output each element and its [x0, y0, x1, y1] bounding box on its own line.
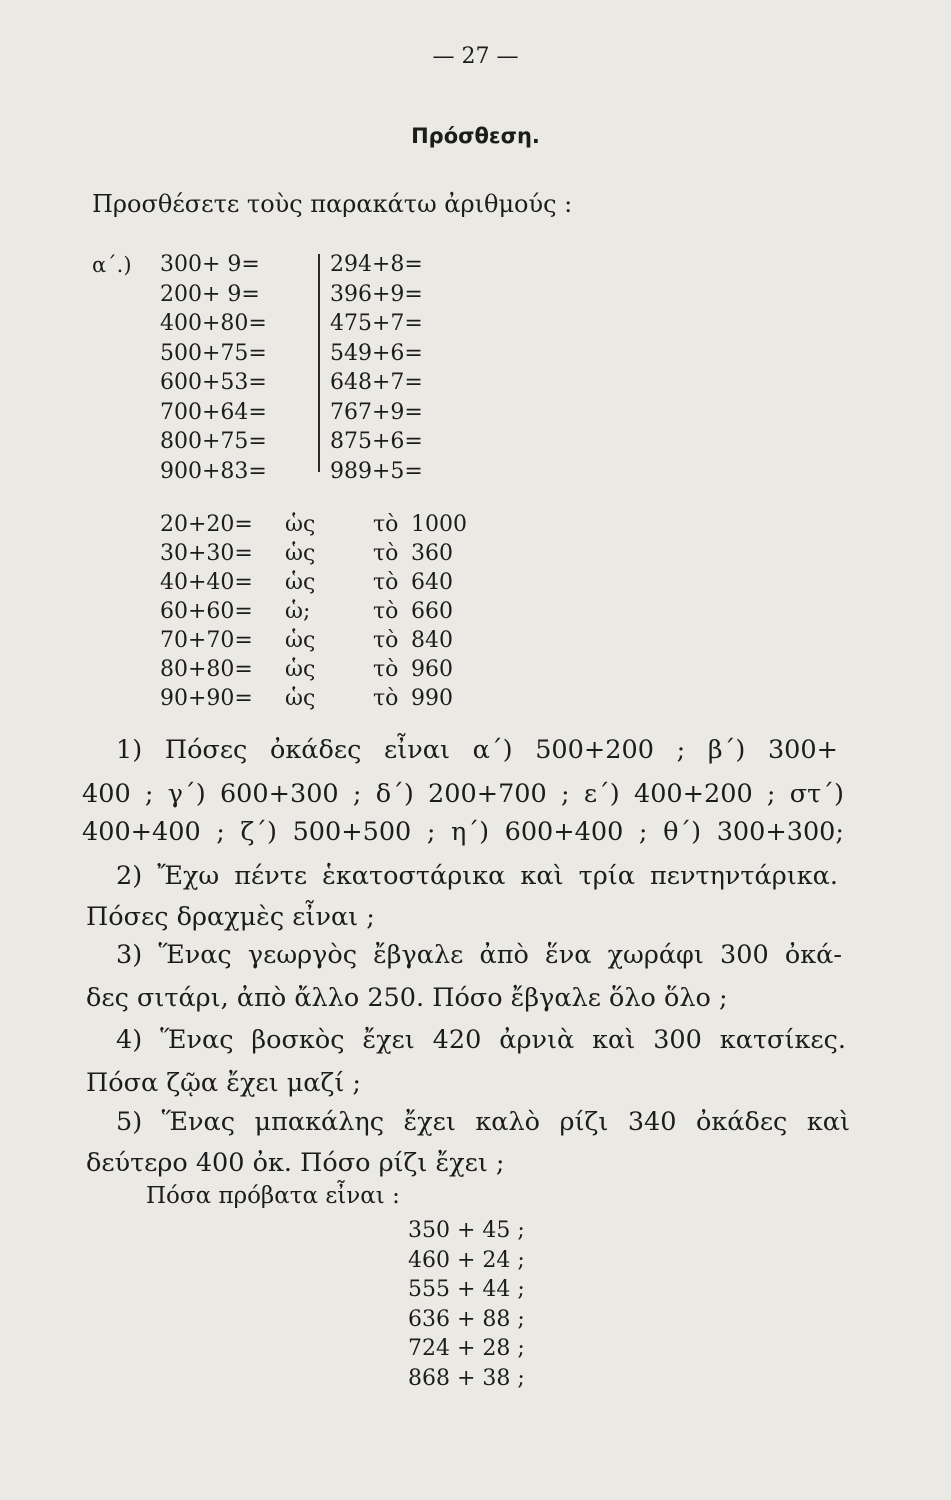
rounding-article: τὸ: [373, 686, 399, 711]
rounding-article: τὸ: [373, 541, 399, 566]
problem-5-line-2: δεύτερο 400 ὀκ. Πόσο ρίζι ἔχει ;: [86, 1148, 505, 1178]
sum-item: 300+ 9=: [160, 252, 260, 277]
rounding-target: 960: [411, 657, 453, 682]
rounding-word: ὡς: [285, 657, 316, 682]
problem-1-line-2: 400 ; γ΄) 600+300 ; δ΄) 200+700 ; ε΄) 400+200 ; στ΄): [82, 779, 844, 809]
rounding-word: ὡς: [285, 541, 316, 566]
sheep-question: Πόσα πρόβατα εἶναι :: [146, 1183, 400, 1209]
rounding-article: τὸ: [373, 512, 399, 537]
sum-item: 396+9=: [330, 281, 423, 307]
rounding-row: [160, 539, 467, 568]
sheep-sum-item: 636 + 88 ;: [408, 1306, 525, 1332]
rounding-row: [160, 597, 467, 626]
rounding-expr: 20+20=: [160, 512, 253, 537]
problem-2-line-2: Πόσες δραχμὲς εἶναι ;: [86, 902, 375, 932]
problem-1-line-1: 1) Πόσες ὀκάδες εἶναι α΄) 500+200 ; β΄) 300+: [116, 735, 838, 765]
rounding-word: ὡς: [285, 512, 316, 537]
sheep-sum-item: 460 + 24 ;: [408, 1247, 525, 1273]
rounding-exercises: [160, 510, 467, 713]
rounding-article: τὸ: [373, 628, 399, 653]
exercise-a-column-2: [330, 250, 423, 486]
rounding-article: τὸ: [373, 599, 399, 624]
sum-item: 475+7=: [330, 311, 423, 336]
problem-5-line-1: 5) Ἕνας μπακάλης ἔχει καλὸ ρίζι 340 ὀκάδες καὶ: [116, 1107, 850, 1137]
sheep-sum-item: 350 + 45 ;: [408, 1218, 525, 1243]
problem-3-line-2: δες σιτάρι, ἀπὸ ἄλλο 250. Πόσο ἔβγαλε ὅλο ὅλο ;: [86, 983, 728, 1013]
instruction-text: Προσθέσετε τοὺς παρακάτω ἀριθμούς :: [92, 190, 573, 218]
rounding-row: [160, 510, 467, 539]
rounding-target: 360: [411, 541, 453, 566]
sum-item: 200+ 9=: [160, 281, 260, 307]
rounding-target: 640: [411, 570, 453, 595]
rounding-target: 840: [411, 628, 453, 653]
exercise-a-column-1: [160, 250, 267, 486]
rounding-row: [160, 568, 467, 597]
section-heading: Πρόσθεση.: [411, 124, 540, 148]
page-number: — 27 —: [432, 44, 519, 69]
sum-item: 900+83=: [160, 458, 267, 484]
rounding-expr: 30+30=: [160, 541, 253, 566]
rounding-article: τὸ: [373, 570, 399, 595]
rounding-article: τὸ: [373, 657, 399, 682]
rounding-expr: 80+80=: [160, 657, 253, 682]
rounding-word: ὡς: [285, 570, 316, 595]
sum-item: 767+9=: [330, 399, 423, 425]
rounding-word: ὡς: [285, 628, 316, 653]
sheep-sum-item: 555 + 44 ;: [408, 1277, 525, 1302]
rounding-row: [160, 655, 467, 684]
sum-item: 400+80=: [160, 311, 267, 336]
sum-item: 549+6=: [330, 340, 423, 366]
rounding-expr: 70+70=: [160, 628, 253, 653]
rounding-target: 1000: [411, 512, 467, 537]
sum-item: 500+75=: [160, 340, 267, 366]
problem-2-line-1: 2) Ἔχω πέντε ἑκατοστάρικα καὶ τρία πεντηντάρικα.: [116, 861, 838, 891]
problem-1-line-3: 400+400 ; ζ΄) 500+500 ; η΄) 600+400 ; θ΄) 300+300;: [82, 817, 844, 847]
sheep-sum-item: 868 + 38 ;: [408, 1365, 525, 1391]
sum-item: 800+75=: [160, 429, 267, 454]
sum-item: 700+64=: [160, 399, 267, 425]
rounding-target: 660: [411, 599, 453, 624]
rounding-expr: 90+90=: [160, 686, 253, 711]
sheep-sum-item: 724 + 28 ;: [408, 1336, 525, 1361]
sum-item: 989+5=: [330, 458, 423, 484]
rounding-word: ὡς: [285, 686, 316, 711]
exercise-a-label: α΄.): [92, 253, 132, 277]
sheep-sums: [408, 1216, 525, 1393]
rounding-row: [160, 684, 467, 713]
problem-3-line-1: 3) Ἕνας γεωργὸς ἔβγαλε ἀπὸ ἕνα χωράφι 300 ὀκά-: [116, 940, 842, 970]
sum-item: 600+53=: [160, 370, 267, 395]
rounding-row: [160, 626, 467, 655]
problem-4-line-2: Πόσα ζῷα ἔχει μαζί ;: [86, 1068, 362, 1098]
problem-4-line-1: 4) Ἕνας βοσκὸς ἔχει 420 ἀρνιὰ καὶ 300 κατσίκες.: [116, 1025, 846, 1055]
sum-item: 294+8=: [330, 252, 423, 277]
rounding-expr: 60+60=: [160, 599, 253, 624]
rounding-target: 990: [411, 686, 453, 711]
column-divider: [318, 254, 320, 472]
sum-item: 648+7=: [330, 370, 423, 395]
rounding-word: ὡ;: [285, 599, 311, 624]
sum-item: 875+6=: [330, 429, 423, 454]
rounding-expr: 40+40=: [160, 570, 253, 595]
